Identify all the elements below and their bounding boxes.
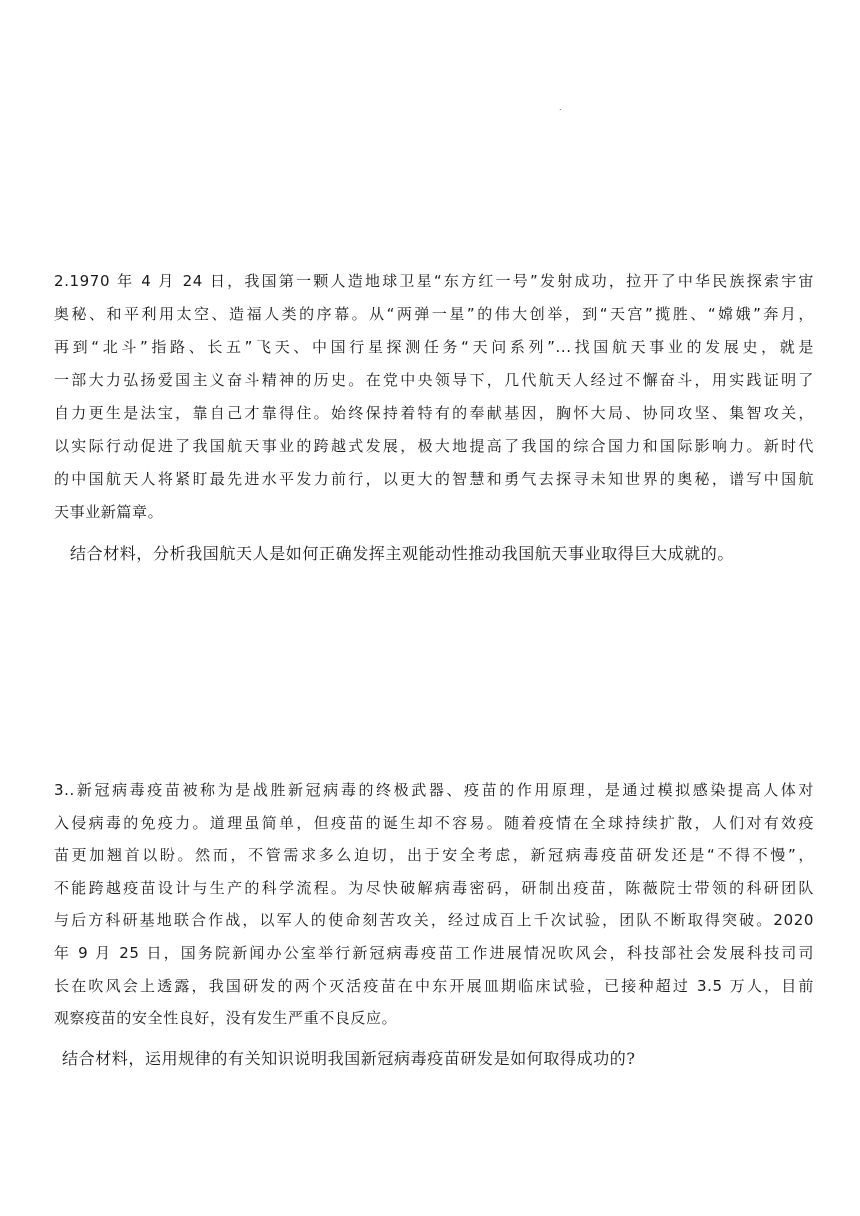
question-2-line: 一部大力弘扬爱国主义奋斗精神的历史。在党中央领导下，几代航天人经过不懈奋斗，用实践证明了: [54, 371, 814, 389]
page-dot-mark: .: [559, 103, 562, 112]
question-2-line: 奥秘、和平利用太空、造福人类的序幕。从“两弹一星”的伟大创举，到“天宫”揽胜、“嫦娥”奔月，: [54, 305, 814, 323]
question-3-line: 入侵病毒的免疫力。道理虽简单，但疫苗的诞生却不容易。随着疫情在全球持续扩散，人们对有效疫: [54, 813, 814, 832]
question-2-material: [54, 265, 814, 529]
question-3-line: 3..新冠病毒疫苗被称为是战胜新冠病毒的终极武器、疫苗的作用原理，是通过模拟感染提高人体对: [54, 781, 814, 799]
question-3-line: 不能跨越疫苗设计与生产的科学流程。为尽快破解病毒密码，研制出疫苗，陈薇院士带领的科研团队: [54, 878, 814, 897]
question-2-prompt: 结合材料，分析我国航天人是如何正确发挥主观能动性推动我国航天事业取得巨大成就的。: [70, 544, 735, 563]
question-3-prompt: 结合材料，运用规律的有关知识说明我国新冠病毒疫苗研发是如何取得成功的?: [62, 1049, 636, 1068]
question-2-line: 以实际行动促进了我国航天事业的跨越式发展，极大地提高了我国的综合国力和国际影响力。新时代: [54, 437, 814, 455]
question-3-material: [54, 774, 814, 1035]
question-2-line: 天事业新篇章。: [54, 503, 164, 521]
question-2-line: 再到“北斗”指路、长五”飞天、中国行星探测任务“天问系列”...找国航天事业的发展史，就是: [54, 338, 814, 356]
question-2-line: 2.1970 年 4 月 24 日，我国第一颗人造地球卫星“东方红一号”发射成功，拉开了中华民族探索宇宙: [54, 272, 814, 290]
question-2-line: 的中国航天人将紧盯最先进水平发力前行，以更大的智慧和勇气去探寻未知世界的奥秘，谱写中国航: [54, 470, 814, 488]
question-3-line: 苗更加翘首以盼。然而，不管需求多么迫切，出于安全考虑，新冠病毒疫苗研发还是“不得不慢”，: [54, 846, 814, 865]
question-2-line: 自力更生是法宝，靠自己才靠得住。始终保持着特有的奉献基因，胸怀大局、协同攻坚、集智攻关，: [54, 404, 814, 422]
question-3-line: 长在吹风会上透露，我国研发的两个灭活疫苗在中东开展皿期临床试验，已接种超过 3.5 万人，目前: [54, 976, 814, 995]
question-3-line: 观察疫苗的安全性良好，没有发生严重不良反应。: [54, 1009, 398, 1028]
question-3-line: 与后方科研基地联合作战，以军人的使命刻苦攻关，经过成百上千次试验，团队不断取得突破。2020: [54, 911, 814, 930]
question-3-line: 年 9 月 25 日，国务院新闻办公室举行新冠病毒疫苗工作进展情况吹风会，科技部社会发展科技司司: [54, 943, 814, 962]
